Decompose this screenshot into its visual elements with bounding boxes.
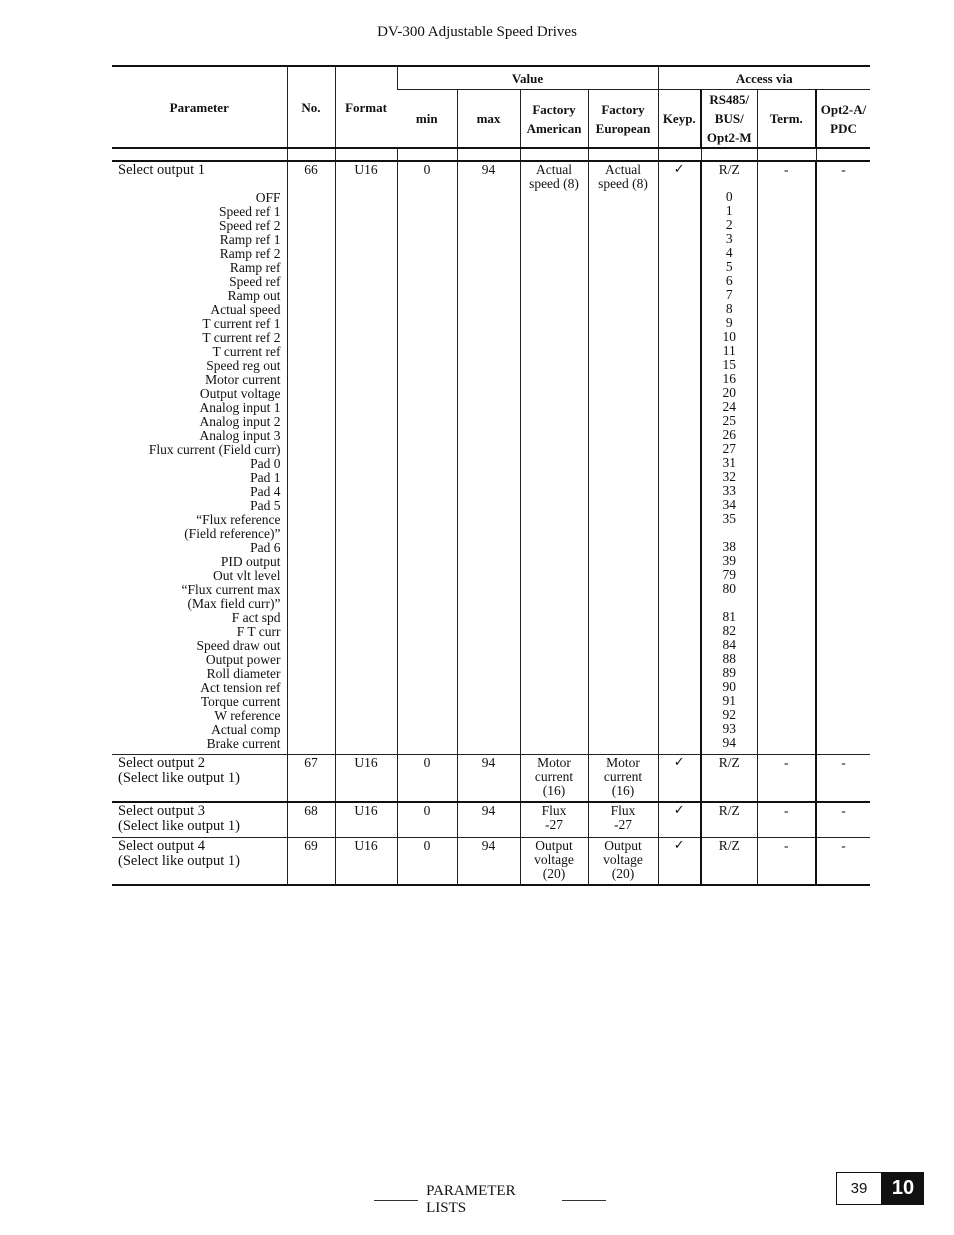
- parameter-name: Select output 2: [118, 755, 205, 771]
- choice-item: Flux current (Field curr): [148, 442, 281, 457]
- choice-item: Analog input 1: [199, 400, 281, 415]
- footer-rule-left: [374, 1200, 418, 1201]
- code-item: 94: [722, 735, 736, 750]
- code-item: 90: [722, 679, 736, 694]
- code-item: 8: [725, 301, 733, 316]
- code-item: 1: [725, 203, 733, 218]
- factory-european-line: speed (8): [598, 176, 648, 191]
- choice-item: Speed ref 1: [219, 204, 281, 219]
- footer-rule-right: [562, 1200, 606, 1201]
- code-item: [704, 596, 755, 610]
- factory-american-line: (20): [542, 866, 566, 881]
- header-access-via-group: Access via: [658, 66, 870, 90]
- choice-item: T current ref 1: [202, 316, 281, 331]
- factory-european-line: voltage: [603, 852, 643, 867]
- header-factory-european-line2: European: [595, 120, 651, 136]
- header-opt2a: [816, 90, 870, 149]
- parameter-name: Select output 3: [118, 803, 205, 819]
- factory-american-line: current: [534, 769, 574, 784]
- code-item: 2: [725, 217, 733, 232]
- header-keyp: Keyp.: [658, 90, 701, 149]
- code-item: 0: [725, 189, 733, 204]
- term-cell: -: [757, 755, 816, 803]
- code-item: 88: [722, 651, 736, 666]
- parameter-note: (Select like output 1): [118, 853, 241, 869]
- factory-american-line: -27: [545, 817, 563, 832]
- factory-american-cell: [520, 802, 588, 838]
- format-cell: U16: [335, 161, 397, 755]
- factory-european-line: -27: [614, 817, 632, 832]
- header-term: Term.: [757, 90, 816, 149]
- choice-item: F T curr: [236, 624, 281, 639]
- header-rs485: [701, 90, 757, 149]
- factory-european-cell: [588, 802, 658, 838]
- code-item: [704, 526, 755, 540]
- table-row: [112, 802, 870, 838]
- opt2a-cell: -: [816, 161, 870, 755]
- min-cell: 0: [397, 802, 457, 838]
- checkmark-icon: ✓: [658, 802, 701, 838]
- footer-section-label: PARAMETER LISTS: [426, 1183, 516, 1216]
- code-item: 31: [722, 455, 736, 470]
- opt2a-cell: -: [816, 755, 870, 803]
- header-value-group: Value: [397, 66, 658, 90]
- choice-item: Analog input 3: [199, 428, 281, 443]
- code-list: [704, 190, 755, 750]
- factory-european-line: Output: [604, 838, 642, 853]
- code-item: 35: [722, 511, 736, 526]
- code-item: 82: [722, 623, 736, 638]
- factory-european-cell: [588, 755, 658, 803]
- code-item: 24: [722, 399, 736, 414]
- factory-european-line: (20): [611, 866, 635, 881]
- choice-item: Pad 6: [250, 540, 281, 555]
- choice-item: Ramp ref 1: [219, 232, 281, 247]
- factory-european-cell: [588, 838, 658, 886]
- code-item: 7: [725, 287, 733, 302]
- factory-american-cell: [520, 161, 588, 755]
- footer-section: [366, 1183, 614, 1217]
- choice-item: T current ref: [212, 344, 281, 359]
- table-row: [112, 161, 870, 755]
- factory-european-line: Actual: [605, 162, 641, 177]
- header-factory-american: [520, 90, 588, 149]
- table-row: [112, 838, 870, 886]
- choice-item: Brake current: [206, 736, 281, 751]
- choice-list: [118, 191, 281, 751]
- factory-european-line: Motor: [606, 755, 640, 770]
- header-factory-european-line1: Factory: [601, 101, 645, 117]
- code-item: 20: [722, 385, 736, 400]
- table-row: [112, 755, 870, 803]
- rs485-cell: R/Z: [701, 838, 757, 886]
- choice-item: Torque current: [200, 694, 281, 709]
- code-item: 33: [722, 483, 736, 498]
- choice-item: Ramp ref 2: [219, 246, 281, 261]
- choice-item: Pad 1: [250, 470, 281, 485]
- code-item: 79: [722, 567, 736, 582]
- choice-item: W reference: [214, 708, 281, 723]
- header-rs485-line2: BUS/: [714, 111, 744, 126]
- factory-american-line: speed (8): [529, 176, 579, 191]
- header-factory-american-line1: Factory: [532, 101, 576, 117]
- parameter-name: Select output 4: [118, 838, 205, 854]
- choice-item: Pad 5: [250, 498, 281, 513]
- choice-item: OFF: [255, 190, 281, 205]
- factory-european-line: Flux: [610, 803, 636, 818]
- parameter-table: [112, 65, 870, 886]
- code-item: 91: [722, 693, 736, 708]
- factory-american-cell: [520, 838, 588, 886]
- no-cell: 66: [287, 161, 335, 755]
- rs485-access: R/Z: [718, 162, 740, 177]
- format-cell: U16: [335, 755, 397, 803]
- code-item: 9: [725, 315, 733, 330]
- code-item: 34: [722, 497, 736, 512]
- code-item: 27: [722, 441, 736, 456]
- factory-american-line: (16): [542, 783, 566, 798]
- parameter-cell: [112, 802, 287, 838]
- choice-item: “Flux current max: [181, 582, 281, 597]
- choice-item: F act spd: [231, 610, 281, 625]
- factory-american-line: voltage: [534, 852, 574, 867]
- code-item: 84: [722, 637, 736, 652]
- no-cell: 67: [287, 755, 335, 803]
- parameter-note: (Select like output 1): [118, 818, 241, 834]
- choice-item: Act tension ref: [200, 680, 281, 695]
- min-cell: 0: [397, 161, 457, 755]
- opt2a-cell: -: [816, 802, 870, 838]
- min-cell: 0: [397, 838, 457, 886]
- code-item: 89: [722, 665, 736, 680]
- choice-item: Speed ref: [229, 274, 281, 289]
- factory-european-line: current: [603, 769, 643, 784]
- factory-american-line: Motor: [537, 755, 571, 770]
- max-cell: 94: [457, 755, 520, 803]
- code-item: 5: [725, 259, 733, 274]
- choice-item: Actual comp: [211, 722, 281, 737]
- code-item: 6: [725, 273, 733, 288]
- choice-item: Speed reg out: [206, 358, 281, 373]
- choice-item: “Flux reference: [196, 512, 281, 527]
- format-cell: U16: [335, 802, 397, 838]
- no-cell: 68: [287, 802, 335, 838]
- header-max: max: [457, 90, 520, 149]
- max-cell: 94: [457, 802, 520, 838]
- max-cell: 94: [457, 838, 520, 886]
- choice-item: Pad 0: [250, 456, 281, 471]
- factory-american-line: Output: [535, 838, 573, 853]
- choice-item: T current ref 2: [202, 330, 281, 345]
- factory-american-line: Actual: [536, 162, 572, 177]
- code-item: 25: [722, 413, 736, 428]
- code-item: 39: [722, 553, 736, 568]
- term-cell: -: [757, 838, 816, 886]
- code-item: 4: [725, 245, 733, 260]
- checkmark-icon: ✓: [658, 838, 701, 886]
- rs485-cell: R/Z: [701, 802, 757, 838]
- code-item: 3: [725, 231, 733, 246]
- factory-american-cell: [520, 755, 588, 803]
- term-cell: -: [757, 802, 816, 838]
- factory-european-cell: [588, 161, 658, 755]
- choice-item: PID output: [220, 554, 281, 569]
- choice-item: Motor current: [205, 372, 281, 387]
- header-format: Format: [335, 66, 397, 148]
- max-cell: 94: [457, 161, 520, 755]
- header-factory-european: [588, 90, 658, 149]
- code-item: 11: [722, 343, 736, 358]
- header-rs485-line1: RS485/: [709, 92, 750, 107]
- choice-item: Ramp out: [227, 288, 281, 303]
- factory-european-line: (16): [611, 783, 635, 798]
- page-number: 39: [836, 1172, 882, 1205]
- parameter-note: (Select like output 1): [118, 770, 241, 786]
- header-opt2a-line1: Opt2-A/: [820, 101, 867, 117]
- code-item: 15: [722, 357, 736, 372]
- code-item: 81: [722, 609, 736, 624]
- header-rs485-line3: Opt2-M: [706, 130, 752, 145]
- page-title: DV-300 Adjustable Speed Drives: [377, 24, 577, 40]
- rs485-cell: [701, 161, 757, 755]
- term-cell: -: [757, 161, 816, 755]
- choice-item: Speed ref 2: [219, 218, 281, 233]
- checkmark-icon: ✓: [658, 161, 701, 755]
- choice-item: Ramp ref: [229, 260, 281, 275]
- parameter-name: Select output 1: [118, 162, 205, 178]
- parameter-cell: [112, 755, 287, 803]
- choice-item: Pad 4: [250, 484, 281, 499]
- min-cell: 0: [397, 755, 457, 803]
- chapter-tab: 10: [882, 1172, 924, 1205]
- code-item: 38: [722, 539, 736, 554]
- choice-item: Output power: [205, 652, 281, 667]
- code-item: 26: [722, 427, 736, 442]
- choice-item: (Field reference)”: [184, 526, 281, 541]
- choice-item: Speed draw out: [196, 638, 281, 653]
- choice-item: Output voltage: [199, 386, 281, 401]
- choice-item: Actual speed: [210, 302, 281, 317]
- code-item: 32: [722, 469, 736, 484]
- opt2a-cell: -: [816, 838, 870, 886]
- factory-american-line: Flux: [541, 803, 567, 818]
- parameter-cell: [112, 161, 287, 755]
- choice-item: Roll diameter: [206, 666, 281, 681]
- code-item: 80: [722, 581, 736, 596]
- header-no: No.: [287, 66, 335, 148]
- header-factory-american-line2: American: [526, 120, 582, 136]
- code-item: 92: [722, 707, 736, 722]
- code-item: 10: [722, 329, 736, 344]
- choice-item: Out vlt level: [213, 568, 281, 583]
- choice-item: (Max field curr)”: [187, 596, 281, 611]
- code-item: 93: [722, 721, 736, 736]
- parameter-cell: [112, 838, 287, 886]
- header-min: min: [397, 90, 457, 149]
- format-cell: U16: [335, 838, 397, 886]
- choice-item: Analog input 2: [199, 414, 281, 429]
- header-opt2a-line2: PDC: [830, 120, 857, 136]
- code-item: 16: [722, 371, 736, 386]
- checkmark-icon: ✓: [658, 755, 701, 803]
- no-cell: 69: [287, 838, 335, 886]
- rs485-cell: R/Z: [701, 755, 757, 803]
- header-parameter: Parameter: [112, 66, 287, 148]
